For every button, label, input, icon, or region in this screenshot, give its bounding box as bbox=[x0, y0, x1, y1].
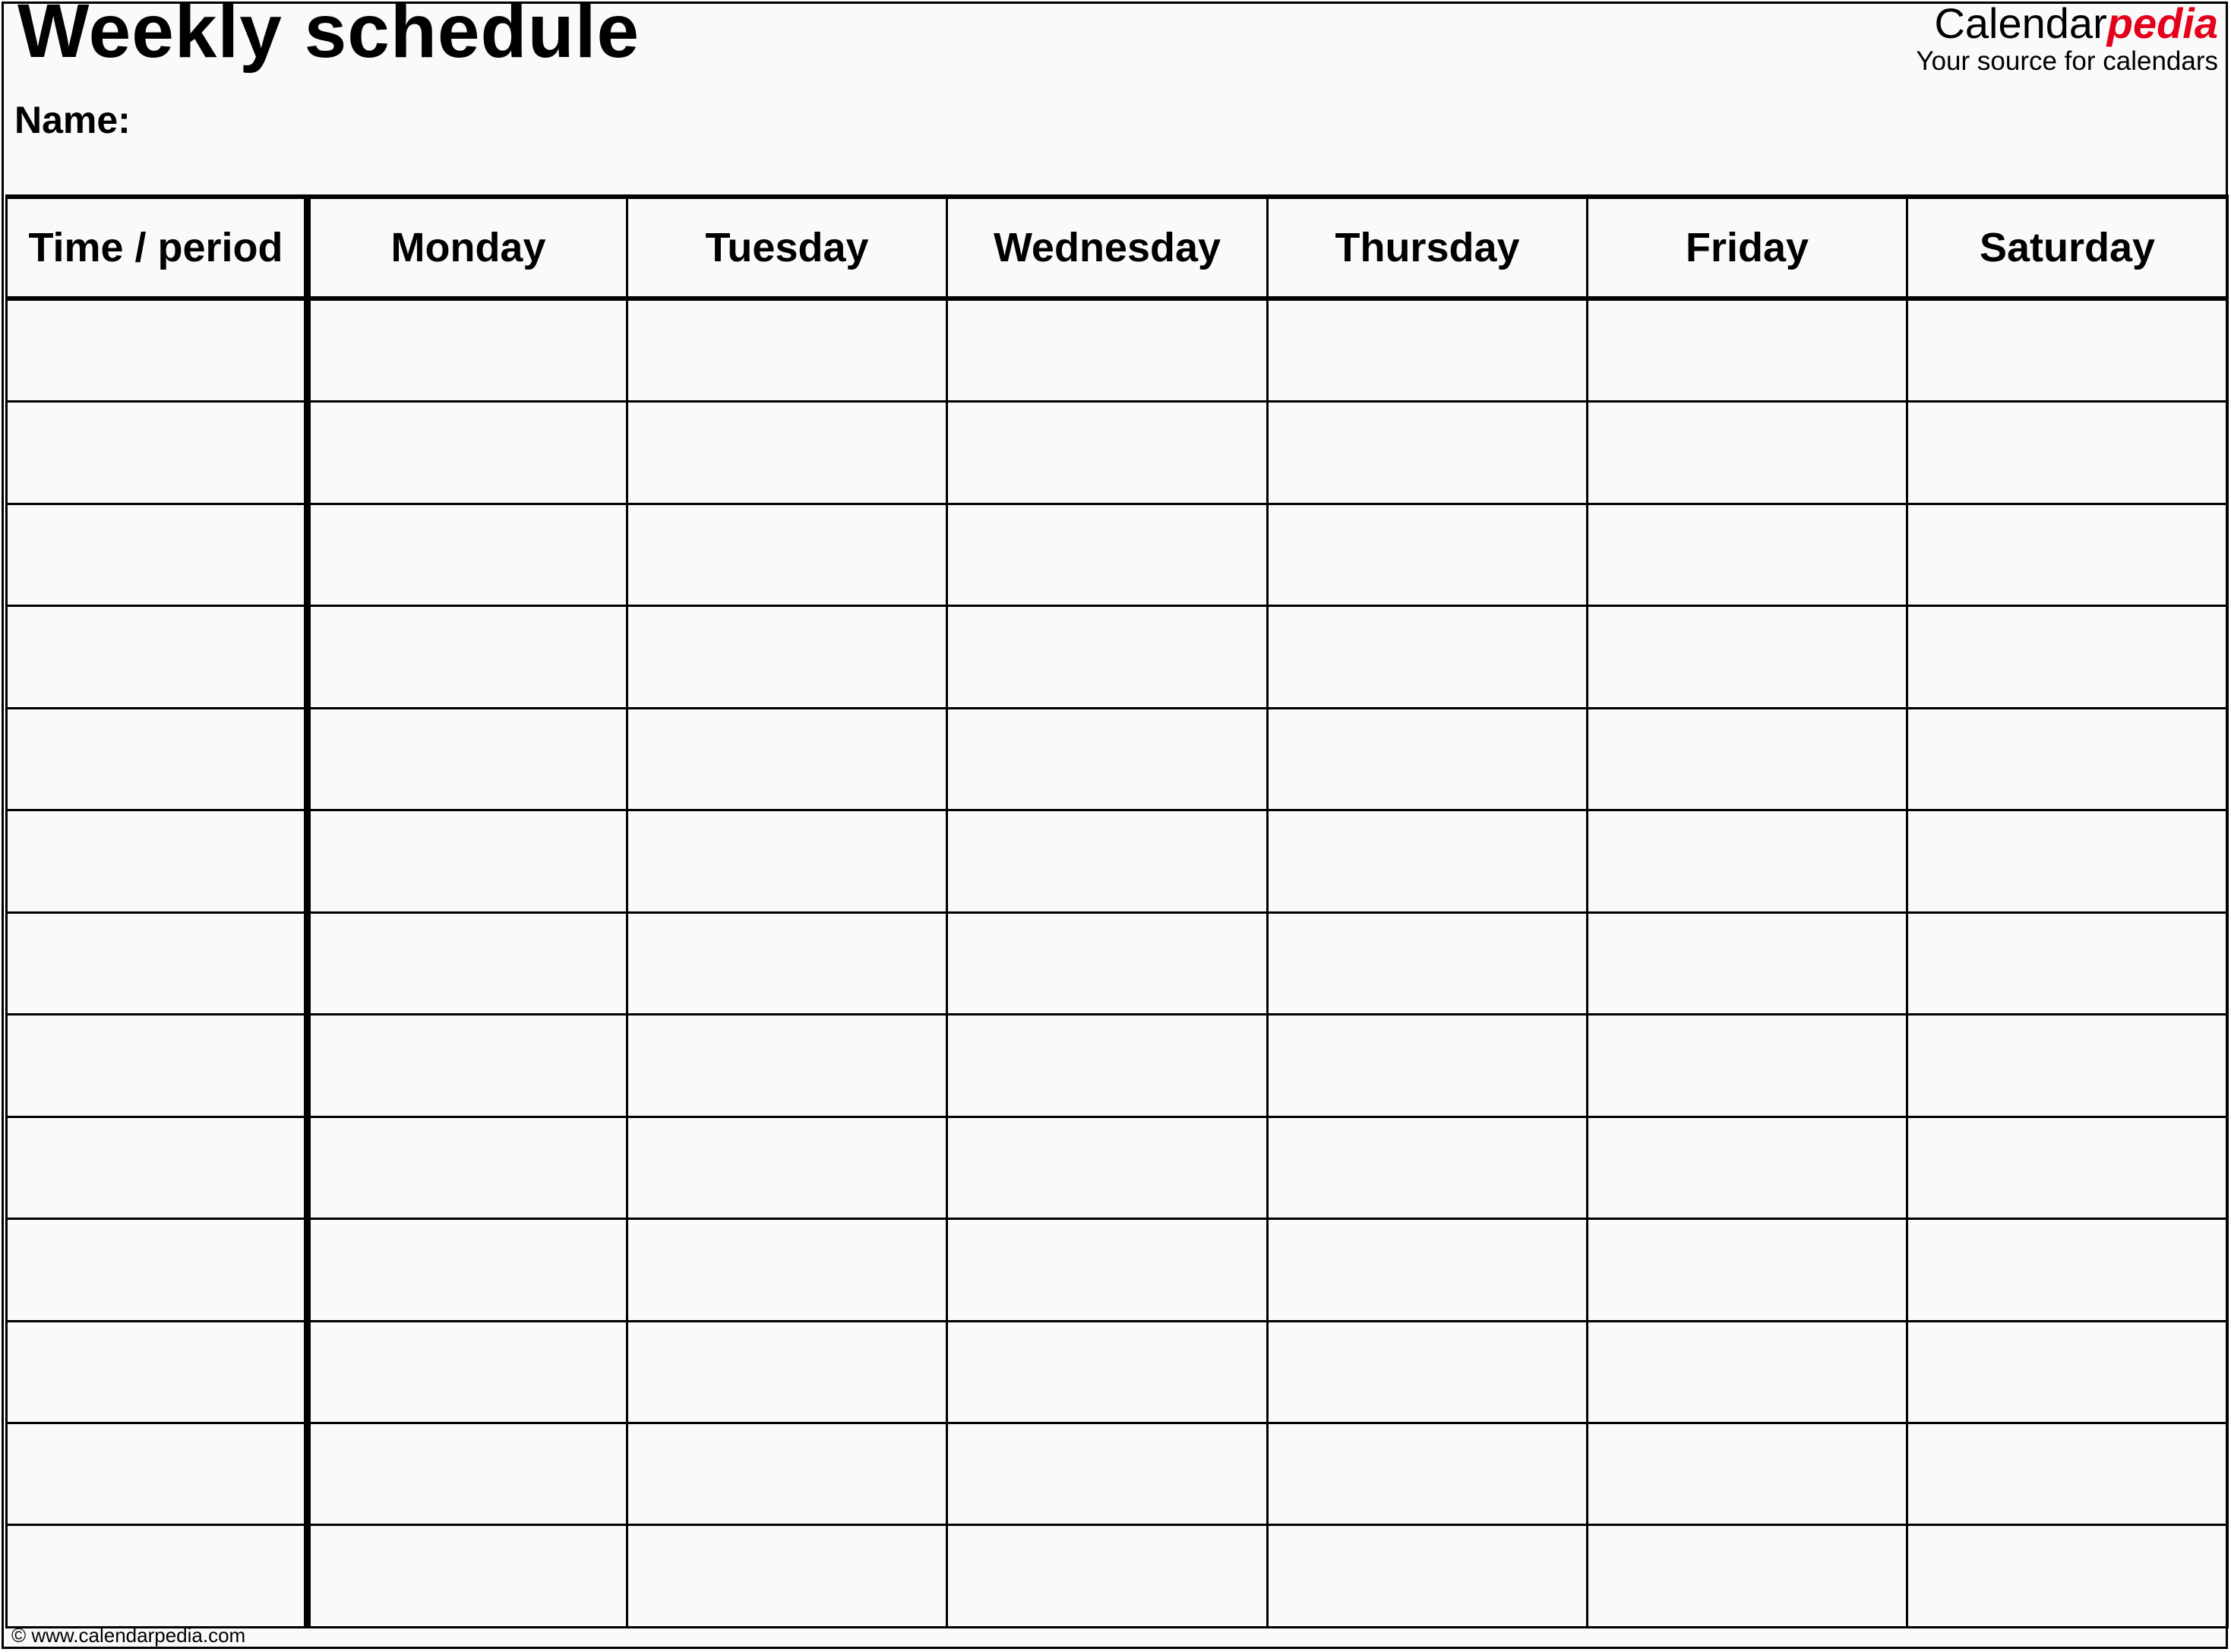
time-period-cell[interactable] bbox=[7, 504, 308, 605]
time-period-cell[interactable] bbox=[7, 1321, 308, 1423]
schedule-cell[interactable] bbox=[947, 912, 1268, 1014]
schedule-page bbox=[2, 2, 2228, 1649]
schedule-cell[interactable] bbox=[627, 1117, 947, 1218]
schedule-cell[interactable] bbox=[1268, 606, 1588, 708]
schedule-cell[interactable] bbox=[1588, 1117, 1907, 1218]
schedule-cell[interactable] bbox=[1268, 708, 1588, 810]
schedule-cell[interactable] bbox=[1588, 1321, 1907, 1423]
schedule-cell[interactable] bbox=[947, 298, 1268, 402]
time-period-cell[interactable] bbox=[7, 1219, 308, 1321]
column-header-saturday: Saturday bbox=[1907, 197, 2228, 298]
schedule-cell[interactable] bbox=[627, 1015, 947, 1117]
time-period-cell[interactable] bbox=[7, 606, 308, 708]
table-row bbox=[7, 1117, 2228, 1218]
schedule-cell[interactable] bbox=[1268, 1525, 1588, 1628]
schedule-cell[interactable] bbox=[947, 1423, 1268, 1524]
schedule-cell[interactable] bbox=[1907, 1015, 2228, 1117]
table-row bbox=[7, 912, 2228, 1014]
table-row bbox=[7, 1219, 2228, 1321]
schedule-cell[interactable] bbox=[1268, 1015, 1588, 1117]
schedule-cell[interactable] bbox=[1907, 1219, 2228, 1321]
brand-logo bbox=[1916, 2, 2218, 74]
schedule-cell[interactable] bbox=[1588, 1219, 1907, 1321]
column-header-wednesday: Wednesday bbox=[947, 197, 1268, 298]
schedule-cell[interactable] bbox=[308, 1117, 627, 1218]
schedule-cell[interactable] bbox=[1268, 912, 1588, 1014]
schedule-cell[interactable] bbox=[947, 504, 1268, 605]
schedule-cell[interactable] bbox=[947, 1525, 1268, 1628]
schedule-cell[interactable] bbox=[1588, 504, 1907, 605]
brand-tagline: Your source for calendars bbox=[1916, 46, 2218, 76]
schedule-cell[interactable] bbox=[1907, 1117, 2228, 1218]
time-period-cell[interactable] bbox=[7, 1117, 308, 1218]
schedule-cell[interactable] bbox=[627, 708, 947, 810]
schedule-cell[interactable] bbox=[1588, 1015, 1907, 1117]
schedule-cell[interactable] bbox=[308, 1321, 627, 1423]
schedule-cell[interactable] bbox=[1907, 810, 2228, 912]
schedule-cell[interactable] bbox=[1268, 1117, 1588, 1218]
schedule-cell[interactable] bbox=[1588, 298, 1907, 402]
schedule-cell[interactable] bbox=[947, 1117, 1268, 1218]
brand-wordmark bbox=[1916, 2, 2218, 45]
schedule-cell[interactable] bbox=[1588, 1525, 1907, 1628]
schedule-cell[interactable] bbox=[308, 810, 627, 912]
time-period-cell[interactable] bbox=[7, 1015, 308, 1117]
time-period-cell[interactable] bbox=[7, 298, 308, 402]
schedule-cell[interactable] bbox=[1907, 1423, 2228, 1524]
schedule-table bbox=[5, 194, 2229, 1628]
table-row bbox=[7, 402, 2228, 504]
schedule-cell[interactable] bbox=[947, 810, 1268, 912]
schedule-cell[interactable] bbox=[308, 402, 627, 504]
table-row bbox=[7, 708, 2228, 810]
table-row bbox=[7, 1321, 2228, 1423]
schedule-cell[interactable] bbox=[1907, 504, 2228, 605]
copyright-footer: © www.calendarpedia.com bbox=[11, 1624, 246, 1647]
schedule-cell[interactable] bbox=[308, 1219, 627, 1321]
table-row bbox=[7, 504, 2228, 605]
schedule-cell[interactable] bbox=[308, 1525, 627, 1628]
time-period-cell[interactable] bbox=[7, 402, 308, 504]
schedule-cell[interactable] bbox=[1588, 606, 1907, 708]
column-header-friday: Friday bbox=[1588, 197, 1907, 298]
schedule-cell[interactable] bbox=[1268, 1423, 1588, 1524]
table-row bbox=[7, 810, 2228, 912]
column-header-time-period: Time / period bbox=[7, 197, 308, 298]
schedule-cell[interactable] bbox=[1268, 1321, 1588, 1423]
schedule-cell[interactable] bbox=[627, 1219, 947, 1321]
column-header-monday: Monday bbox=[308, 197, 627, 298]
schedule-cell[interactable] bbox=[627, 912, 947, 1014]
column-header-tuesday: Tuesday bbox=[627, 197, 947, 298]
header-row bbox=[7, 197, 2228, 298]
schedule-cell[interactable] bbox=[308, 606, 627, 708]
schedule-cell[interactable] bbox=[627, 1321, 947, 1423]
schedule-cell[interactable] bbox=[947, 1219, 1268, 1321]
brand-wordmark-part2: pedia bbox=[2106, 0, 2218, 47]
table-row bbox=[7, 298, 2228, 402]
name-label: Name: bbox=[14, 99, 131, 141]
schedule-cell[interactable] bbox=[947, 606, 1268, 708]
schedule-cell[interactable] bbox=[627, 298, 947, 402]
schedule-cell[interactable] bbox=[1588, 912, 1907, 1014]
brand-wordmark-part1: Calendar bbox=[1934, 0, 2107, 47]
schedule-cell[interactable] bbox=[1907, 402, 2228, 504]
schedule-cell[interactable] bbox=[1268, 504, 1588, 605]
schedule-cell[interactable] bbox=[308, 708, 627, 810]
schedule-cell[interactable] bbox=[1907, 298, 2228, 402]
schedule-cell[interactable] bbox=[1268, 402, 1588, 504]
schedule-cell[interactable] bbox=[1907, 1525, 2228, 1628]
table-row bbox=[7, 606, 2228, 708]
schedule-cell[interactable] bbox=[1907, 912, 2228, 1014]
schedule-cell[interactable] bbox=[1588, 810, 1907, 912]
schedule-cell[interactable] bbox=[627, 1525, 947, 1628]
time-period-cell[interactable] bbox=[7, 1423, 308, 1524]
table-row bbox=[7, 1015, 2228, 1117]
schedule-cell[interactable] bbox=[308, 1015, 627, 1117]
schedule-cell[interactable] bbox=[308, 1423, 627, 1524]
schedule-cell[interactable] bbox=[1268, 1219, 1588, 1321]
schedule-cell[interactable] bbox=[1588, 708, 1907, 810]
schedule-cell[interactable] bbox=[627, 504, 947, 605]
schedule-cell[interactable] bbox=[308, 298, 627, 402]
time-period-cell[interactable] bbox=[7, 708, 308, 810]
column-header-thursday: Thursday bbox=[1268, 197, 1588, 298]
time-period-cell[interactable] bbox=[7, 1525, 308, 1628]
schedule-cell[interactable] bbox=[947, 708, 1268, 810]
schedule-cell[interactable] bbox=[1268, 298, 1588, 402]
schedule-cell[interactable] bbox=[308, 912, 627, 1014]
schedule-cell[interactable] bbox=[947, 1321, 1268, 1423]
schedule-cell[interactable] bbox=[627, 402, 947, 504]
schedule-cell[interactable] bbox=[1268, 810, 1588, 912]
table-row bbox=[7, 1525, 2228, 1628]
schedule-cell[interactable] bbox=[627, 1423, 947, 1524]
time-period-cell[interactable] bbox=[7, 810, 308, 912]
schedule-cell[interactable] bbox=[308, 504, 627, 605]
table-row bbox=[7, 1423, 2228, 1524]
time-period-cell[interactable] bbox=[7, 912, 308, 1014]
schedule-cell[interactable] bbox=[1588, 402, 1907, 504]
schedule-cell[interactable] bbox=[627, 606, 947, 708]
schedule-cell[interactable] bbox=[1588, 1423, 1907, 1524]
schedule-cell[interactable] bbox=[627, 810, 947, 912]
page-title: Weekly schedule bbox=[17, 0, 640, 74]
schedule-cell[interactable] bbox=[1907, 606, 2228, 708]
schedule-cell[interactable] bbox=[1907, 1321, 2228, 1423]
schedule-cell[interactable] bbox=[947, 402, 1268, 504]
schedule-cell[interactable] bbox=[947, 1015, 1268, 1117]
schedule-body bbox=[7, 298, 2228, 1628]
schedule-cell[interactable] bbox=[1907, 708, 2228, 810]
